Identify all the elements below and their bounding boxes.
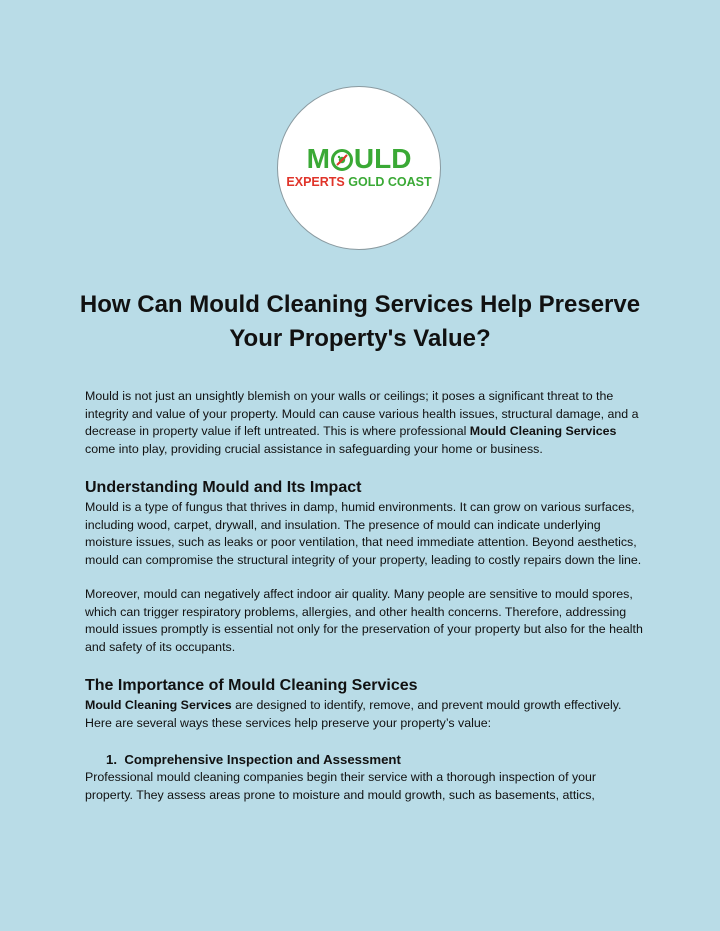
intro-bold-link: Mould Cleaning Services bbox=[469, 424, 617, 438]
section-heading-importance: The Importance of Mould Cleaning Services bbox=[85, 677, 418, 694]
section-heading-understanding: Understanding Mould and Its Impact bbox=[85, 479, 362, 496]
section1-paragraph-1: Mould is a type of fungus that thrives in damp, humid environments. It can grow on various surfaces, including wood, carpet, drywall, and insulation. The presence of mould can indicate underlying moisture issues, such as leaks or poor ventilation, that need immediate attention. Beyond aesthetics, mould can compromise the structural integrity of your property, leading to costly repairs down the line. bbox=[85, 500, 642, 567]
logo bbox=[277, 86, 441, 250]
section2-bold: Mould Cleaning Services bbox=[85, 698, 232, 712]
intro-paragraph bbox=[85, 388, 645, 458]
logo-subtitle bbox=[278, 175, 440, 189]
list-item-paragraph-1: Professional mould cleaning companies begin their service with a thorough inspection of your property. They assess areas prone to moisture and mould growth, such as basements, attics, bbox=[85, 770, 597, 802]
intro-text-end: come into play, providing crucial assistance in safeguarding your home or business. bbox=[85, 441, 543, 456]
logo-letters-uld: ULD bbox=[353, 143, 412, 174]
page-title: How Can Mould Cleaning Services Help Preserve Your Property's Value? bbox=[79, 291, 641, 352]
logo-experts-text: EXPERTS bbox=[286, 175, 345, 189]
section1-paragraph-2: Moreover, mould can negatively affect indoor air quality. Many people are sensitive to mould spores, which can trigger respiratory problems, allergies, and other health concerns. Therefore, addressing mould issues promptly is essential not only for the preservation of your property but also for the health and safety of its occupants. bbox=[85, 587, 643, 654]
intro-text: Mould is not just an unsightly blemish on your walls or ceilings; it poses a significant threat to the integrity and value of your property. Mould can cause various health issues, structural damage, and a decrease in property value if left untreated. This is where professional bbox=[85, 389, 639, 438]
logo-letter-m: M bbox=[306, 143, 330, 174]
list-item-heading-1: 1. Comprehensive Inspection and Assessment bbox=[106, 752, 401, 767]
section2-paragraph bbox=[85, 697, 645, 732]
section2-text: are designed to identify, remove, and prevent mould growth effectively. Here are several ways these services help preserve your property’s value: bbox=[85, 698, 622, 730]
logo-gold-coast-text: GOLD COAST bbox=[348, 175, 432, 189]
no-mould-icon bbox=[331, 149, 353, 171]
logo-wordmark bbox=[278, 145, 440, 173]
article-body bbox=[85, 388, 645, 804]
